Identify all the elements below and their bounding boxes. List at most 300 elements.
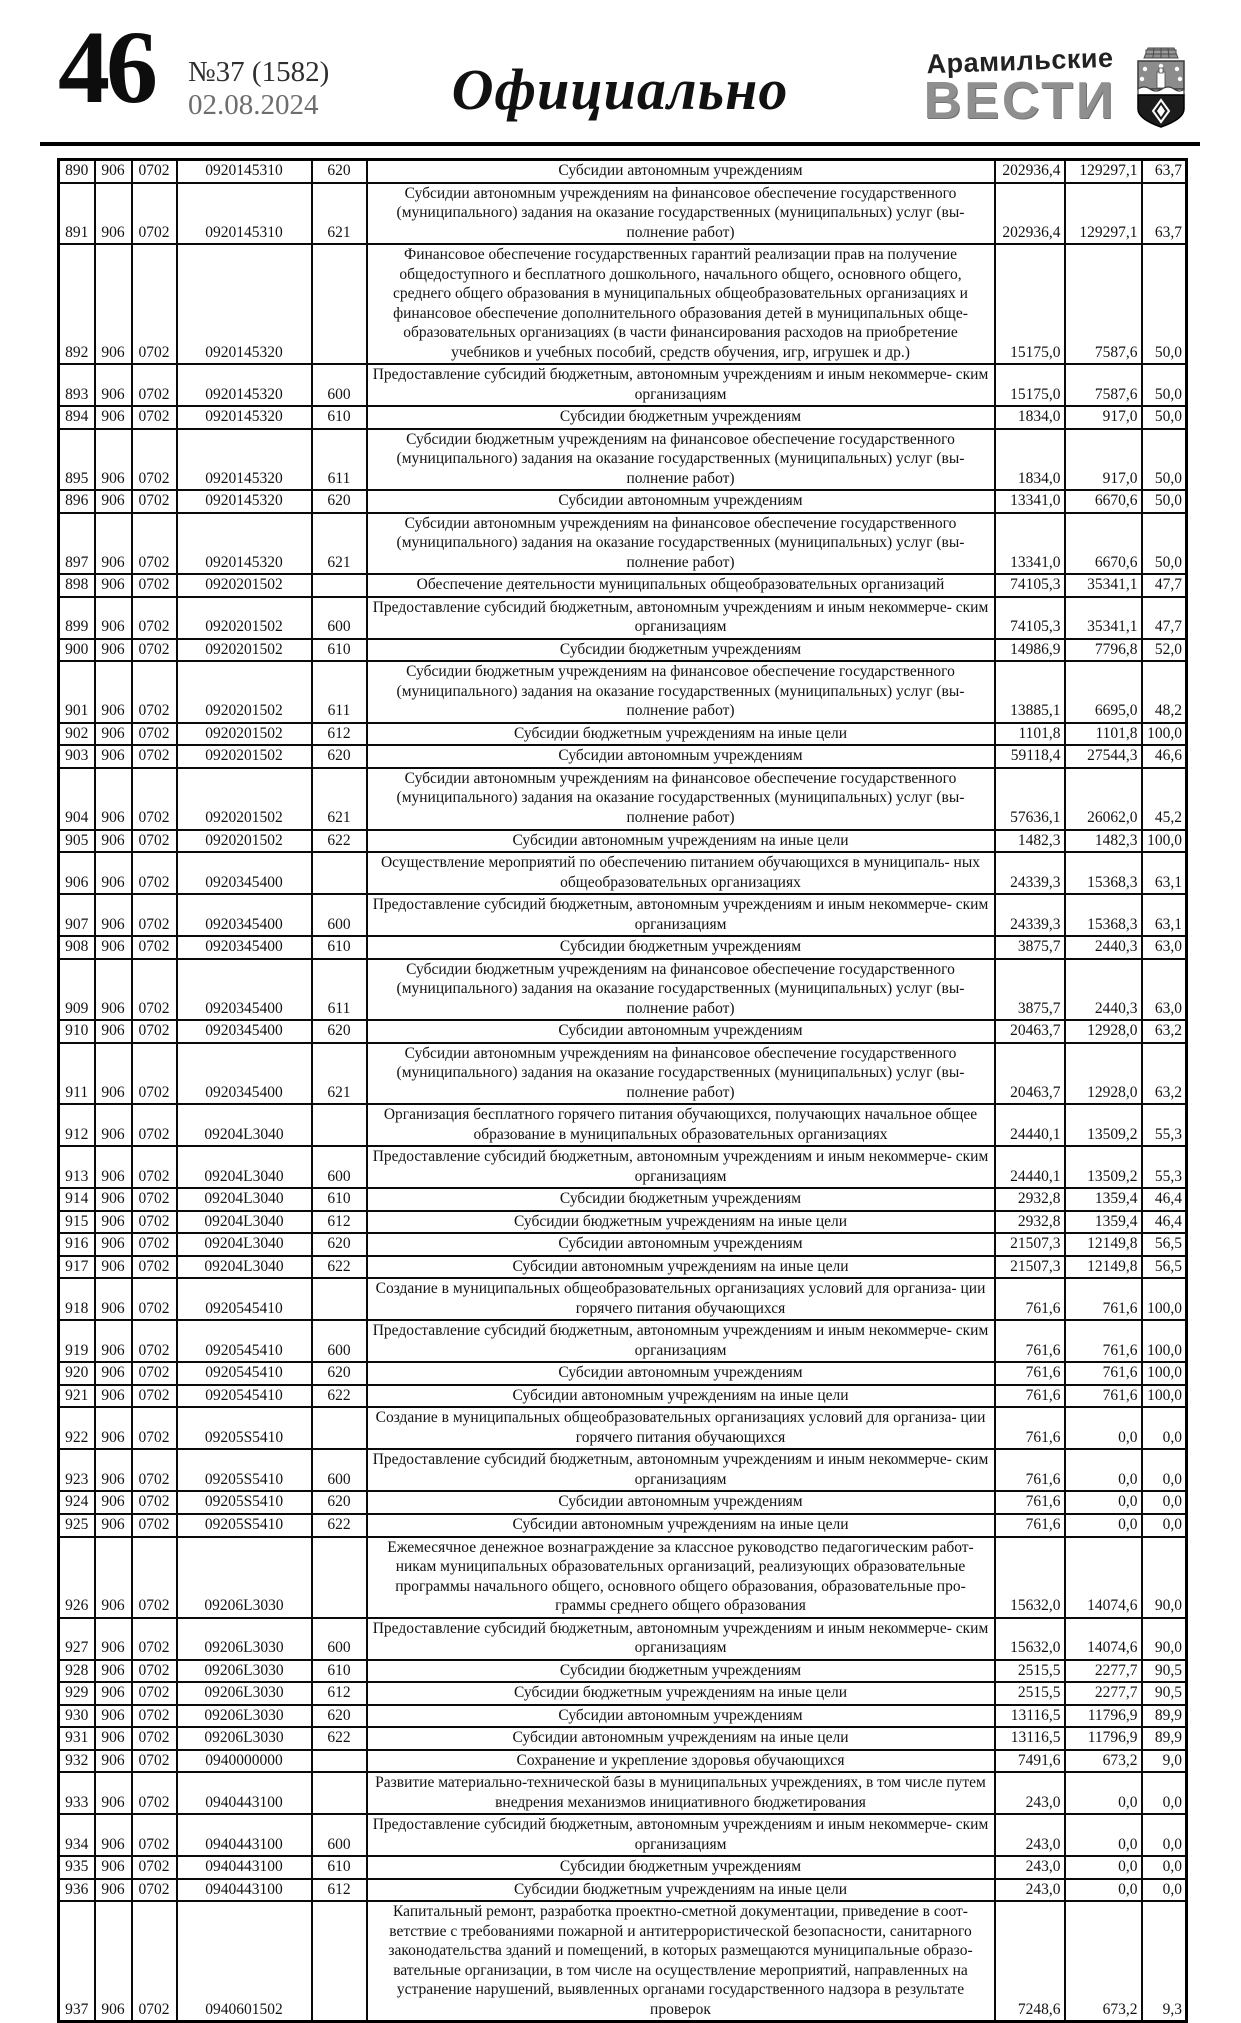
table-row bbox=[59, 574, 1187, 597]
grbs-code-cell: 906 bbox=[95, 1682, 132, 1705]
percent-cell: 47,7 bbox=[1142, 574, 1187, 597]
name-cell: Субсидии автономным учреждениям bbox=[367, 1020, 995, 1043]
row-number-cell: 918 bbox=[59, 1278, 95, 1320]
expense-type-cell: 622 bbox=[312, 1727, 367, 1750]
row-number-cell: 933 bbox=[59, 1772, 95, 1814]
row-number-cell: 913 bbox=[59, 1146, 95, 1188]
expense-type-cell: 622 bbox=[312, 1514, 367, 1537]
expense-type-cell bbox=[312, 1104, 367, 1146]
grbs-code-cell: 906 bbox=[95, 1385, 132, 1408]
row-number-cell: 904 bbox=[59, 768, 95, 830]
grbs-code-cell: 906 bbox=[95, 723, 132, 746]
expense-type-cell: 600 bbox=[312, 1814, 367, 1856]
section-code-cell: 0702 bbox=[132, 1233, 177, 1256]
section-code-cell: 0702 bbox=[132, 429, 177, 491]
percent-cell: 46,6 bbox=[1142, 745, 1187, 768]
budget-table-container bbox=[57, 158, 1185, 2023]
executed-amount-cell: 35341,1 bbox=[1065, 597, 1142, 639]
expense-type-cell: 620 bbox=[312, 1491, 367, 1514]
percent-cell: 56,5 bbox=[1142, 1256, 1187, 1279]
expense-type-cell bbox=[312, 244, 367, 364]
grbs-code-cell: 906 bbox=[95, 597, 132, 639]
grbs-code-cell: 906 bbox=[95, 429, 132, 491]
percent-cell: 63,1 bbox=[1142, 894, 1187, 936]
target-article-cell: 09206L3030 bbox=[177, 1682, 312, 1705]
plan-amount-cell: 2932,8 bbox=[995, 1188, 1065, 1211]
percent-cell: 63,7 bbox=[1142, 183, 1187, 245]
table-row bbox=[59, 1750, 1187, 1773]
target-article-cell: 09205S5410 bbox=[177, 1407, 312, 1449]
plan-amount-cell: 57636,1 bbox=[995, 768, 1065, 830]
grbs-code-cell: 906 bbox=[95, 1879, 132, 1902]
expense-type-cell: 621 bbox=[312, 183, 367, 245]
name-cell: Субсидии бюджетным учреждениям bbox=[367, 1660, 995, 1683]
plan-amount-cell: 243,0 bbox=[995, 1814, 1065, 1856]
percent-cell: 52,0 bbox=[1142, 639, 1187, 662]
name-cell: Субсидии автономным учреждениям на иные цели bbox=[367, 1514, 995, 1537]
executed-amount-cell: 2277,7 bbox=[1065, 1682, 1142, 1705]
grbs-code-cell: 906 bbox=[95, 852, 132, 894]
expense-type-cell: 620 bbox=[312, 745, 367, 768]
target-article-cell: 09204L3040 bbox=[177, 1233, 312, 1256]
table-row bbox=[59, 852, 1187, 894]
target-article-cell: 0920201502 bbox=[177, 768, 312, 830]
target-article-cell: 0920201502 bbox=[177, 639, 312, 662]
expense-type-cell: 621 bbox=[312, 1043, 367, 1105]
newspaper-logo bbox=[915, 42, 1125, 130]
row-number-cell: 903 bbox=[59, 745, 95, 768]
percent-cell: 56,5 bbox=[1142, 1233, 1187, 1256]
executed-amount-cell: 12928,0 bbox=[1065, 1020, 1142, 1043]
section-code-cell: 0702 bbox=[132, 490, 177, 513]
executed-amount-cell: 917,0 bbox=[1065, 406, 1142, 429]
expense-type-cell: 610 bbox=[312, 1856, 367, 1879]
executed-amount-cell: 673,2 bbox=[1065, 1901, 1142, 2022]
name-cell: Субсидии автономным учреждениям на финансовое обеспечение государственного (муниципального) задания на оказание государственных (муниципальных) услуг (вы- полнение работ) bbox=[367, 1043, 995, 1105]
grbs-code-cell: 906 bbox=[95, 1278, 132, 1320]
name-cell: Финансовое обеспечение государственных гарантий реализации прав на получение общедоступного и бесплатного дошкольного, начального общего, основного общего, среднего общего образования в муниципальных общеобразовательных организациях и финансовое обеспечение дополнительного образования детей в муниципальных обще- образовательных организациях (в части финансирования расходов на приобретение учебников и учебных пособий, средств обучения, игр, игрушек и др.) bbox=[367, 244, 995, 364]
executed-amount-cell: 0,0 bbox=[1065, 1879, 1142, 1902]
executed-amount-cell: 6695,0 bbox=[1065, 661, 1142, 723]
table-row bbox=[59, 1772, 1187, 1814]
percent-cell: 63,0 bbox=[1142, 959, 1187, 1021]
section-code-cell: 0702 bbox=[132, 364, 177, 406]
table-row bbox=[59, 1407, 1187, 1449]
executed-amount-cell: 673,2 bbox=[1065, 1750, 1142, 1773]
name-cell: Создание в муниципальных общеобразовательных организациях условий для организа- ции горячего питания обучающихся bbox=[367, 1278, 995, 1320]
name-cell: Субсидии автономным учреждениям на иные цели bbox=[367, 1256, 995, 1279]
section-code-cell: 0702 bbox=[132, 1362, 177, 1385]
name-cell: Субсидии автономным учреждениям bbox=[367, 1362, 995, 1385]
section-code-cell: 0702 bbox=[132, 1856, 177, 1879]
plan-amount-cell: 761,6 bbox=[995, 1407, 1065, 1449]
table-row bbox=[59, 406, 1187, 429]
expense-type-cell: 612 bbox=[312, 1879, 367, 1902]
section-code-cell: 0702 bbox=[132, 1278, 177, 1320]
executed-amount-cell: 15368,3 bbox=[1065, 852, 1142, 894]
section-code-cell: 0702 bbox=[132, 160, 177, 183]
target-article-cell: 09206L3030 bbox=[177, 1727, 312, 1750]
expense-type-cell: 612 bbox=[312, 723, 367, 746]
table-row bbox=[59, 1146, 1187, 1188]
row-number-cell: 928 bbox=[59, 1660, 95, 1683]
name-cell: Субсидии автономным учреждениям на иные цели bbox=[367, 830, 995, 853]
grbs-code-cell: 906 bbox=[95, 1146, 132, 1188]
section-code-cell: 0702 bbox=[132, 406, 177, 429]
plan-amount-cell: 74105,3 bbox=[995, 597, 1065, 639]
expense-type-cell bbox=[312, 852, 367, 894]
target-article-cell: 0920201502 bbox=[177, 830, 312, 853]
target-article-cell: 0940000000 bbox=[177, 1750, 312, 1773]
plan-amount-cell: 24440,1 bbox=[995, 1146, 1065, 1188]
percent-cell: 0,0 bbox=[1142, 1879, 1187, 1902]
row-number-cell: 900 bbox=[59, 639, 95, 662]
section-code-cell: 0702 bbox=[132, 1814, 177, 1856]
section-code-cell: 0702 bbox=[132, 1705, 177, 1728]
executed-amount-cell: 7796,8 bbox=[1065, 639, 1142, 662]
row-number-cell: 930 bbox=[59, 1705, 95, 1728]
executed-amount-cell: 761,6 bbox=[1065, 1278, 1142, 1320]
table-row bbox=[59, 1320, 1187, 1362]
target-article-cell: 09204L3040 bbox=[177, 1146, 312, 1188]
section-code-cell: 0702 bbox=[132, 1537, 177, 1618]
grbs-code-cell: 906 bbox=[95, 1211, 132, 1234]
executed-amount-cell: 0,0 bbox=[1065, 1856, 1142, 1879]
percent-cell: 100,0 bbox=[1142, 1278, 1187, 1320]
percent-cell: 0,0 bbox=[1142, 1856, 1187, 1879]
name-cell: Субсидии автономным учреждениям на финансовое обеспечение государственного (муниципального) задания на оказание государственных (муниципальных) услуг (вы- полнение работ) bbox=[367, 183, 995, 245]
percent-cell: 9,0 bbox=[1142, 1750, 1187, 1773]
executed-amount-cell: 12928,0 bbox=[1065, 1043, 1142, 1105]
executed-amount-cell: 917,0 bbox=[1065, 429, 1142, 491]
percent-cell: 46,4 bbox=[1142, 1211, 1187, 1234]
row-number-cell: 892 bbox=[59, 244, 95, 364]
expense-type-cell bbox=[312, 1537, 367, 1618]
name-cell: Субсидии автономным учреждениям bbox=[367, 160, 995, 183]
target-article-cell: 09205S5410 bbox=[177, 1491, 312, 1514]
table-row bbox=[59, 1385, 1187, 1408]
executed-amount-cell: 0,0 bbox=[1065, 1407, 1142, 1449]
section-code-cell: 0702 bbox=[132, 1682, 177, 1705]
percent-cell: 0,0 bbox=[1142, 1491, 1187, 1514]
target-article-cell: 0920345400 bbox=[177, 1020, 312, 1043]
grbs-code-cell: 906 bbox=[95, 1660, 132, 1683]
executed-amount-cell: 761,6 bbox=[1065, 1320, 1142, 1362]
grbs-code-cell: 906 bbox=[95, 406, 132, 429]
executed-amount-cell: 0,0 bbox=[1065, 1514, 1142, 1537]
section-code-cell: 0702 bbox=[132, 1660, 177, 1683]
table-row bbox=[59, 1449, 1187, 1491]
row-number-cell: 891 bbox=[59, 183, 95, 245]
executed-amount-cell: 0,0 bbox=[1065, 1814, 1142, 1856]
row-number-cell: 915 bbox=[59, 1211, 95, 1234]
section-code-cell: 0702 bbox=[132, 894, 177, 936]
section-code-cell: 0702 bbox=[132, 830, 177, 853]
plan-amount-cell: 761,6 bbox=[995, 1491, 1065, 1514]
target-article-cell: 09206L3030 bbox=[177, 1705, 312, 1728]
row-number-cell: 920 bbox=[59, 1362, 95, 1385]
name-cell: Развитие материально-технической базы в муниципальных учреждениях, в том числе путем внедрения механизмов инициативного бюджетирования bbox=[367, 1772, 995, 1814]
name-cell: Организация бесплатного горячего питания обучающихся, получающих начальное общее образование в муниципальных образовательных организациях bbox=[367, 1104, 995, 1146]
percent-cell: 50,0 bbox=[1142, 490, 1187, 513]
grbs-code-cell: 906 bbox=[95, 1514, 132, 1537]
expense-type-cell: 611 bbox=[312, 959, 367, 1021]
section-code-cell: 0702 bbox=[132, 936, 177, 959]
plan-amount-cell: 21507,3 bbox=[995, 1233, 1065, 1256]
table-row bbox=[59, 490, 1187, 513]
masthead bbox=[40, 10, 1200, 134]
percent-cell: 48,2 bbox=[1142, 661, 1187, 723]
name-cell: Субсидии автономным учреждениям bbox=[367, 1233, 995, 1256]
table-row bbox=[59, 1362, 1187, 1385]
executed-amount-cell: 12149,8 bbox=[1065, 1233, 1142, 1256]
plan-amount-cell: 761,6 bbox=[995, 1514, 1065, 1537]
percent-cell: 100,0 bbox=[1142, 723, 1187, 746]
row-number-cell: 922 bbox=[59, 1407, 95, 1449]
percent-cell: 46,4 bbox=[1142, 1188, 1187, 1211]
name-cell: Субсидии бюджетным учреждениям на финансовое обеспечение государственного (муниципального) задания на оказание государственных (муниципальных) услуг (вы- полнение работ) bbox=[367, 429, 995, 491]
name-cell: Создание в муниципальных общеобразовательных организациях условий для организа- ции горячего питания обучающихся bbox=[367, 1407, 995, 1449]
target-article-cell: 0920545410 bbox=[177, 1385, 312, 1408]
table-row bbox=[59, 1491, 1187, 1514]
target-article-cell: 09206L3030 bbox=[177, 1660, 312, 1683]
name-cell: Субсидии автономным учреждениям bbox=[367, 1491, 995, 1514]
expense-type-cell: 621 bbox=[312, 513, 367, 575]
expense-type-cell: 611 bbox=[312, 429, 367, 491]
grbs-code-cell: 906 bbox=[95, 639, 132, 662]
executed-amount-cell: 129297,1 bbox=[1065, 160, 1142, 183]
target-article-cell: 0920201502 bbox=[177, 597, 312, 639]
executed-amount-cell: 11796,9 bbox=[1065, 1705, 1142, 1728]
name-cell: Субсидии автономным учреждениям на иные цели bbox=[367, 1727, 995, 1750]
name-cell: Субсидии автономным учреждениям bbox=[367, 1705, 995, 1728]
section-code-cell: 0702 bbox=[132, 852, 177, 894]
table-row bbox=[59, 1727, 1187, 1750]
table-row bbox=[59, 1879, 1187, 1902]
table-row bbox=[59, 768, 1187, 830]
target-article-cell: 0920201502 bbox=[177, 574, 312, 597]
row-number-cell: 916 bbox=[59, 1233, 95, 1256]
plan-amount-cell: 59118,4 bbox=[995, 745, 1065, 768]
executed-amount-cell: 0,0 bbox=[1065, 1772, 1142, 1814]
section-code-cell: 0702 bbox=[132, 1449, 177, 1491]
executed-amount-cell: 6670,6 bbox=[1065, 513, 1142, 575]
target-article-cell: 0920545410 bbox=[177, 1278, 312, 1320]
table-row bbox=[59, 661, 1187, 723]
executed-amount-cell: 2440,3 bbox=[1065, 936, 1142, 959]
percent-cell: 100,0 bbox=[1142, 1385, 1187, 1408]
plan-amount-cell: 20463,7 bbox=[995, 1043, 1065, 1105]
plan-amount-cell: 243,0 bbox=[995, 1856, 1065, 1879]
executed-amount-cell: 15368,3 bbox=[1065, 894, 1142, 936]
row-number-cell: 914 bbox=[59, 1188, 95, 1211]
executed-amount-cell: 13509,2 bbox=[1065, 1146, 1142, 1188]
row-number-cell: 910 bbox=[59, 1020, 95, 1043]
section-code-cell: 0702 bbox=[132, 1750, 177, 1773]
row-number-cell: 907 bbox=[59, 894, 95, 936]
plan-amount-cell: 243,0 bbox=[995, 1772, 1065, 1814]
expense-type-cell: 600 bbox=[312, 1320, 367, 1362]
name-cell: Предоставление субсидий бюджетным, автономным учреждениям и иным некоммерче- ским организациям bbox=[367, 1146, 995, 1188]
target-article-cell: 0940443100 bbox=[177, 1772, 312, 1814]
issue-number: №37 (1582) bbox=[188, 56, 330, 88]
table-row bbox=[59, 1104, 1187, 1146]
row-number-cell: 911 bbox=[59, 1043, 95, 1105]
executed-amount-cell: 13509,2 bbox=[1065, 1104, 1142, 1146]
plan-amount-cell: 7248,6 bbox=[995, 1901, 1065, 2022]
row-number-cell: 898 bbox=[59, 574, 95, 597]
percent-cell: 63,7 bbox=[1142, 160, 1187, 183]
grbs-code-cell: 906 bbox=[95, 1188, 132, 1211]
name-cell: Осуществление мероприятий по обеспечению питанием обучающихся в муниципаль- ных общеобразовательных организациях bbox=[367, 852, 995, 894]
table-row bbox=[59, 244, 1187, 364]
plan-amount-cell: 13885,1 bbox=[995, 661, 1065, 723]
executed-amount-cell: 129297,1 bbox=[1065, 183, 1142, 245]
row-number-cell: 931 bbox=[59, 1727, 95, 1750]
table-row bbox=[59, 894, 1187, 936]
plan-amount-cell: 3875,7 bbox=[995, 936, 1065, 959]
table-row bbox=[59, 1856, 1187, 1879]
expense-type-cell: 600 bbox=[312, 894, 367, 936]
plan-amount-cell: 761,6 bbox=[995, 1320, 1065, 1362]
grbs-code-cell: 906 bbox=[95, 1856, 132, 1879]
executed-amount-cell: 761,6 bbox=[1065, 1362, 1142, 1385]
section-code-cell: 0702 bbox=[132, 574, 177, 597]
expense-type-cell: 610 bbox=[312, 1660, 367, 1683]
plan-amount-cell: 761,6 bbox=[995, 1385, 1065, 1408]
section-code-cell: 0702 bbox=[132, 1618, 177, 1660]
executed-amount-cell: 2277,7 bbox=[1065, 1660, 1142, 1683]
target-article-cell: 0920145320 bbox=[177, 406, 312, 429]
grbs-code-cell: 906 bbox=[95, 244, 132, 364]
grbs-code-cell: 906 bbox=[95, 1705, 132, 1728]
section-code-cell: 0702 bbox=[132, 1043, 177, 1105]
page-title: Официально bbox=[451, 57, 789, 122]
plan-amount-cell: 21507,3 bbox=[995, 1256, 1065, 1279]
target-article-cell: 0920145320 bbox=[177, 429, 312, 491]
row-number-cell: 937 bbox=[59, 1901, 95, 2022]
percent-cell: 90,5 bbox=[1142, 1660, 1187, 1683]
name-cell: Субсидии бюджетным учреждениям bbox=[367, 639, 995, 662]
row-number-cell: 917 bbox=[59, 1256, 95, 1279]
executed-amount-cell: 35341,1 bbox=[1065, 574, 1142, 597]
percent-cell: 50,0 bbox=[1142, 406, 1187, 429]
plan-amount-cell: 15175,0 bbox=[995, 364, 1065, 406]
name-cell: Субсидии автономным учреждениям на финансовое обеспечение государственного (муниципального) задания на оказание государственных (муниципальных) услуг (вы- полнение работ) bbox=[367, 513, 995, 575]
plan-amount-cell: 1834,0 bbox=[995, 406, 1065, 429]
executed-amount-cell: 12149,8 bbox=[1065, 1256, 1142, 1279]
target-article-cell: 09206L3030 bbox=[177, 1618, 312, 1660]
target-article-cell: 0920545410 bbox=[177, 1362, 312, 1385]
target-article-cell: 0920145310 bbox=[177, 183, 312, 245]
percent-cell: 50,0 bbox=[1142, 513, 1187, 575]
plan-amount-cell: 202936,4 bbox=[995, 183, 1065, 245]
name-cell: Ежемесячное денежное вознаграждение за классное руководство педагогическим работ- никам муниципальных образовательных организаций, реализующих образовательные программы начального общего, основного общего образования, образовательные про- граммы среднего общего образования bbox=[367, 1537, 995, 1618]
row-number-cell: 934 bbox=[59, 1814, 95, 1856]
name-cell: Субсидии бюджетным учреждениям на иные цели bbox=[367, 723, 995, 746]
grbs-code-cell: 906 bbox=[95, 768, 132, 830]
percent-cell: 90,0 bbox=[1142, 1537, 1187, 1618]
plan-amount-cell: 7491,6 bbox=[995, 1750, 1065, 1773]
plan-amount-cell: 243,0 bbox=[995, 1879, 1065, 1902]
plan-amount-cell: 13341,0 bbox=[995, 490, 1065, 513]
table-row bbox=[59, 429, 1187, 491]
grbs-code-cell: 906 bbox=[95, 1449, 132, 1491]
expense-type-cell: 620 bbox=[312, 1020, 367, 1043]
target-article-cell: 09204L3040 bbox=[177, 1104, 312, 1146]
table-row bbox=[59, 639, 1187, 662]
name-cell: Предоставление субсидий бюджетным, автономным учреждениям и иным некоммерче- ским организациям bbox=[367, 1618, 995, 1660]
target-article-cell: 0920545410 bbox=[177, 1320, 312, 1362]
section-code-cell: 0702 bbox=[132, 959, 177, 1021]
section-code-cell: 0702 bbox=[132, 1514, 177, 1537]
row-number-cell: 929 bbox=[59, 1682, 95, 1705]
expense-type-cell bbox=[312, 1407, 367, 1449]
row-number-cell: 890 bbox=[59, 160, 95, 183]
table-row bbox=[59, 1901, 1187, 2022]
executed-amount-cell: 2440,3 bbox=[1065, 959, 1142, 1021]
percent-cell: 45,2 bbox=[1142, 768, 1187, 830]
percent-cell: 63,1 bbox=[1142, 852, 1187, 894]
row-number-cell: 906 bbox=[59, 852, 95, 894]
row-number-cell: 925 bbox=[59, 1514, 95, 1537]
plan-amount-cell: 2932,8 bbox=[995, 1211, 1065, 1234]
grbs-code-cell: 906 bbox=[95, 1362, 132, 1385]
executed-amount-cell: 0,0 bbox=[1065, 1449, 1142, 1491]
percent-cell: 50,0 bbox=[1142, 244, 1187, 364]
target-article-cell: 0920145310 bbox=[177, 160, 312, 183]
plan-amount-cell: 761,6 bbox=[995, 1362, 1065, 1385]
row-number-cell: 899 bbox=[59, 597, 95, 639]
brand-name-top: Арамильские bbox=[926, 42, 1114, 80]
name-cell: Предоставление субсидий бюджетным, автономным учреждениям и иным некоммерче- ским организациям bbox=[367, 1814, 995, 1856]
row-number-cell: 935 bbox=[59, 1856, 95, 1879]
table-row bbox=[59, 183, 1187, 245]
row-number-cell: 897 bbox=[59, 513, 95, 575]
target-article-cell: 0920145320 bbox=[177, 244, 312, 364]
target-article-cell: 0920345400 bbox=[177, 894, 312, 936]
row-number-cell: 919 bbox=[59, 1320, 95, 1362]
page-number: 46 bbox=[58, 10, 154, 125]
executed-amount-cell: 1101,8 bbox=[1065, 723, 1142, 746]
table-row bbox=[59, 364, 1187, 406]
table-row bbox=[59, 1043, 1187, 1105]
plan-amount-cell: 761,6 bbox=[995, 1278, 1065, 1320]
percent-cell: 100,0 bbox=[1142, 1362, 1187, 1385]
expense-type-cell: 612 bbox=[312, 1211, 367, 1234]
percent-cell: 0,0 bbox=[1142, 1407, 1187, 1449]
grbs-code-cell: 906 bbox=[95, 364, 132, 406]
expense-type-cell: 621 bbox=[312, 768, 367, 830]
name-cell: Субсидии автономным учреждениям на финансовое обеспечение государственного (муниципального) задания на оказание государственных (муниципальных) услуг (вы- полнение работ) bbox=[367, 768, 995, 830]
row-number-cell: 908 bbox=[59, 936, 95, 959]
percent-cell: 0,0 bbox=[1142, 1514, 1187, 1537]
executed-amount-cell: 14074,6 bbox=[1065, 1618, 1142, 1660]
issue-date: 02.08.2024 bbox=[188, 89, 319, 122]
table-row bbox=[59, 1660, 1187, 1683]
section-code-cell: 0702 bbox=[132, 1320, 177, 1362]
target-article-cell: 0940443100 bbox=[177, 1856, 312, 1879]
row-number-cell: 924 bbox=[59, 1491, 95, 1514]
grbs-code-cell: 906 bbox=[95, 490, 132, 513]
plan-amount-cell: 1101,8 bbox=[995, 723, 1065, 746]
table-row bbox=[59, 745, 1187, 768]
plan-amount-cell: 15632,0 bbox=[995, 1537, 1065, 1618]
row-number-cell: 894 bbox=[59, 406, 95, 429]
grbs-code-cell: 906 bbox=[95, 574, 132, 597]
grbs-code-cell: 906 bbox=[95, 1256, 132, 1279]
executed-amount-cell: 761,6 bbox=[1065, 1385, 1142, 1408]
